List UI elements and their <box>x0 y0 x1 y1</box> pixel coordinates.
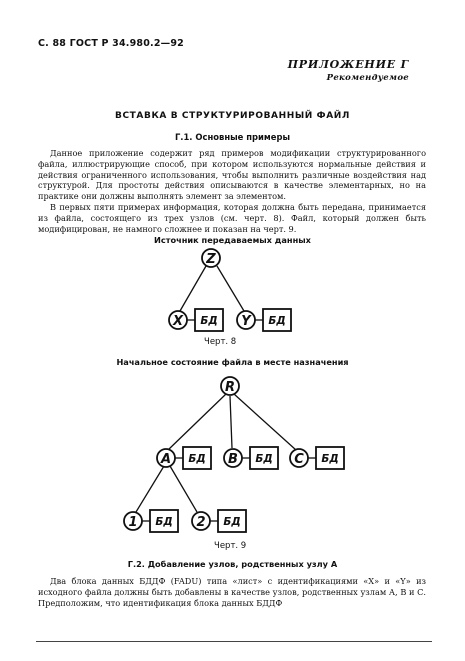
edge-a-2 <box>170 466 197 512</box>
edge-r-b <box>230 396 232 448</box>
node-y-data-label: БД <box>268 315 286 327</box>
paragraph-3: Два блока данных БДДФ (FADU) типа «лист» с идентификациями «X» и «Y» из исходного файла должны быть добавлены в качестве узлов, родственных узлам А, В и С. Предположим, что идентификация блока данных БДДФ <box>38 576 426 608</box>
page-bottom-rule <box>36 641 432 642</box>
node-1-data-label: БД <box>155 516 173 528</box>
node-b-label: B <box>228 452 238 467</box>
node-r-label: R <box>224 380 236 395</box>
node-c-label: C <box>294 452 304 467</box>
figure-8-diagram <box>169 249 291 331</box>
figure-9-title: Начальное состояние файла в месте назначения <box>116 357 349 367</box>
paragraph-1: Данное приложение содержит ряд примеров модификации структурированного файла, иллюстрирующие способ, при котором используются нормальные действия и действия ограниченного использования, чтобы выполнить различные воздействия над структурой. Для простоты действия описываются в качестве элементарных, но на практике они должны выполнять элемент за элементом. <box>38 148 426 202</box>
edge-z-x <box>180 266 206 311</box>
node-b-data-label: БД <box>255 453 273 465</box>
appendix-subtitle: Рекомендуемое <box>326 73 409 83</box>
node-c-data-label: БД <box>321 453 339 465</box>
node-1-label: 1 <box>128 515 138 530</box>
node-x-data-label: БД <box>200 315 218 327</box>
node-a-label: A <box>160 452 172 467</box>
figure-8-title: Источник передаваемых данных <box>154 235 311 245</box>
node-x-label: X <box>172 314 184 329</box>
node-2-data-label: БД <box>223 516 241 528</box>
node-a-data-label: БД <box>188 453 206 465</box>
edge-r-c <box>234 394 296 450</box>
page-header: С. 88 ГОСТ Р 34.980.2—92 <box>38 38 184 49</box>
appendix-title: ПРИЛОЖЕНИЕ Г <box>287 58 409 71</box>
figure-9-diagram <box>124 377 344 532</box>
subsection-title-2: Г.2. Добавление узлов, родственных узлу А <box>127 559 338 569</box>
node-z-label: Z <box>206 252 216 267</box>
node-2-label: 2 <box>196 515 206 530</box>
section-title: ВСТАВКА В СТРУКТУРИРОВАННЫЙ ФАЙЛ <box>115 111 350 121</box>
node-y-label: Y <box>241 314 251 329</box>
subsection-title-1: Г.1. Основные примеры <box>174 132 291 142</box>
paragraph-2: В первых пяти примерах информация, которая должна быть передана, принимается из файла, состоящего из трех узлов (см. черт. 8). Файл, который должен быть модифицирован, не намного сложнее и показан на черт. 9. <box>38 202 426 234</box>
edge-a-1 <box>136 466 164 512</box>
figure-8-caption: Черт. 8 <box>204 337 237 347</box>
figure-9-caption: Черт. 9 <box>214 541 247 551</box>
edge-z-y <box>217 266 244 311</box>
edge-r-a <box>168 394 226 450</box>
